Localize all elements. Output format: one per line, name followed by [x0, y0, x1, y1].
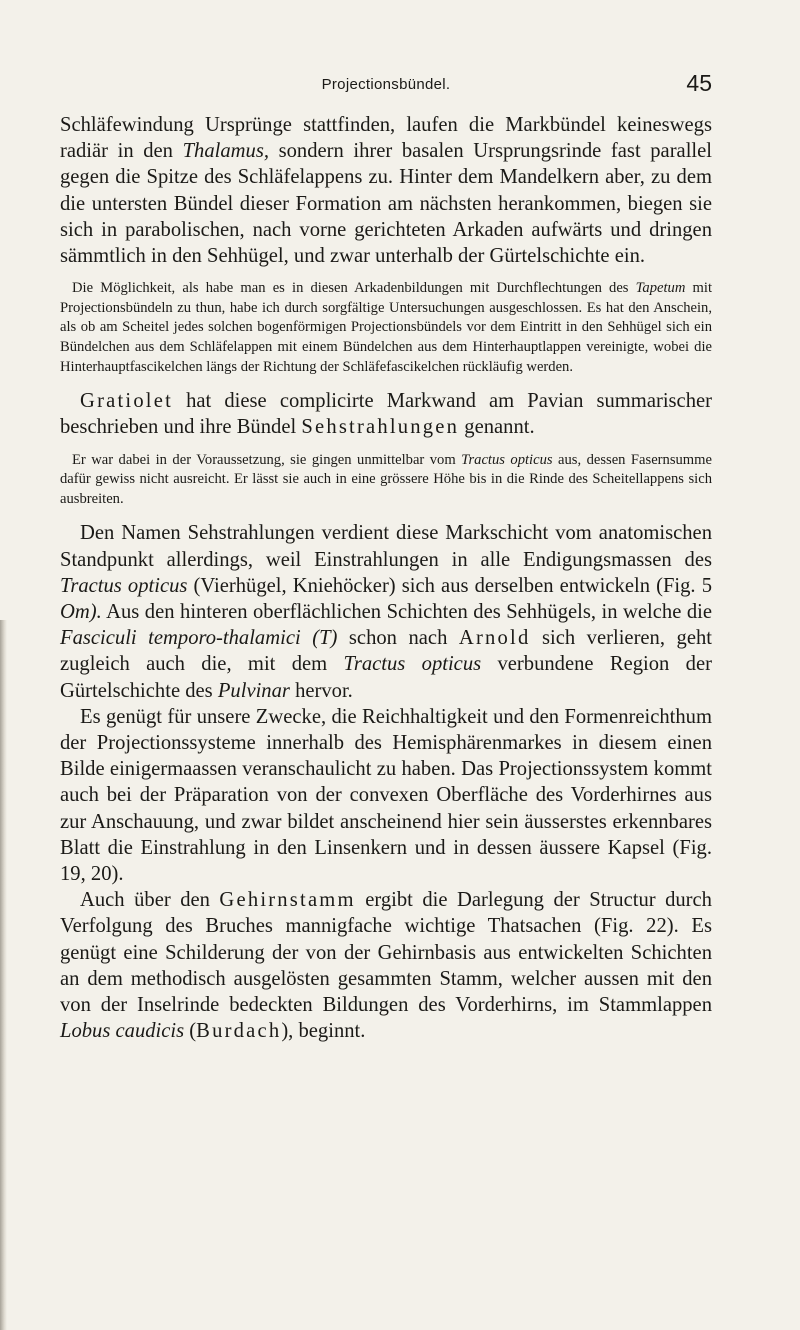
running-head: Projectionsbündel.	[321, 76, 451, 93]
term-lobus-caudicis: Lobus caudicis	[60, 1020, 185, 1043]
figure-label-om: Om).	[60, 600, 102, 623]
paragraph-1-rest: sondern ihrer basalen Ursprungsrinde fast parallel gegen die Spitze des Schläfelappens zu. Hinter dem Mandelkern aber, zu dem die untersten Bündel dieser Formation am nächsten herankommen, biegen sie sich in parabolischen, nach vorne gerichteten Arkaden aufwärts und dringen sämmtlich in den Sehhügel, und zwar unterhalb der Gürtelschichte ein.	[60, 140, 713, 268]
paragraph-3-text-c: Aus den hinteren oberflächlichen Schichten des Sehhügels, in welche die	[101, 600, 712, 623]
note-2-text-a: Er war dabei in der Voraussetzung, sie gingen unmittelbar vom	[72, 451, 462, 468]
term-pulvinar: Pulvinar	[217, 679, 290, 702]
paragraph-3-text-b: (Vierhügel, Kniehöcker) sich aus derselben entwickeln (Fig. 5	[187, 574, 712, 597]
paragraph-4-text: Es genügt für unsere Zwecke, die Reichhaltigkeit und den Formenreichthum der Projectionssysteme innerhalb des Hemisphärenmarkes in diesem einen Bilde einigermaassen veranschaulicht zu haben. Das Projectionssystem kommt auch bei der Präparation von der convexen Oberfläche des Vorderhirnes aus zur Anschauung, und zwar bildet anscheinend hier sein äusserstes erkennbares Blatt die Einstrahlung in den Linsenkern und in dessen äussere Kapsel (Fig. 19, 20).	[60, 705, 712, 886]
paragraph-1-text: Schläfewindung Ursprünge stattfinden, laufen die Markbündel keineswegs radiär in den	[60, 114, 712, 163]
note-1-text-b: mit Projectionsbündeln zu thun, habe ich durch sorgfältige Untersuchungen ausgeschlossen. Es hat den Anschein, als ob am Scheitel jedes solchen bogenförmigen Projectionsbündels vor dem Eintritt in den Sehhügel sich ein Bündelchen aus dem Schläfelappen mit einem Bündelchen aus dem Hinterhauptlappen vereinigte, wobei die Hinterhauptfascikelchen längs der Richtung der Schläfefascikelchen rückläufig werden.	[60, 280, 713, 375]
paragraph-2	[60, 388, 712, 440]
term-tractus-opticus: Tractus opticus	[461, 451, 553, 468]
paragraph-3-text-g: hervor.	[289, 679, 353, 702]
paragraph-3-text-e: sich verlieren, geht zugleich auch die, mit dem	[60, 627, 712, 676]
paragraph-3-text-d: schon nach	[337, 627, 459, 650]
note-2	[60, 451, 712, 510]
body-text	[60, 112, 712, 1044]
term-sehstrahlungen: Sehstrahlungen	[301, 416, 460, 439]
note-1-text-a: Die Möglichkeit, als habe man es in diesen Arkadenbildungen mit Durchflechtungen des	[72, 280, 636, 297]
page-edge-shadow	[0, 620, 7, 1330]
paragraph-3	[60, 520, 712, 703]
paragraph-2-text-a: hat diese complicirte Markwand am Pavian summarischer beschrieben und ihre Bündel	[60, 390, 712, 439]
paragraph-5-text-a: Auch über den	[80, 889, 220, 912]
paragraph-5-text-c: (	[184, 1020, 197, 1043]
term-tapetum: Tapetum	[635, 280, 686, 297]
term-fasciculi: Fasciculi temporo-thalamici (T)	[60, 627, 338, 650]
paragraph-2-text-b: genannt.	[459, 416, 535, 439]
term-tractus-opticus: Tractus opticus	[60, 574, 188, 597]
paragraph-3-text-f: verbundene Region der Gürtelschichte des	[60, 653, 712, 702]
note-1	[60, 279, 712, 377]
paragraph-3-text-a: Den Namen Sehstrahlungen verdient diese Markschicht vom anatomischen Standpunkt allerdings, weil Einstrahlungen in alle Endigungsmassen des	[60, 522, 712, 571]
paragraph-5	[60, 887, 712, 1044]
term-thalamus: Thalamus,	[182, 140, 269, 163]
author-gratiolet: Gratiolet	[80, 390, 173, 413]
paragraph-1	[60, 112, 712, 269]
page-number: 45	[686, 70, 712, 96]
note-2-text-b: aus, dessen Fasernsumme dafür gewiss nicht ausreicht. Er lässt sie auch in eine grössere Höhe bis in die Rinde des Scheitellappens sich ausbreiten.	[60, 451, 712, 507]
paragraph-5-text-b: ergibt die Darlegung der Structur durch Verfolgung des Bruches mannigfache wichtige Thatsachen (Fig. 22). Es genügt eine Schilderung der von der Gehirnbasis aus entwickelten Schichten an dem methodisch ausgelösten gesammten Stamm, welcher aussen mit den von der Inselrinde bedeckten Bildungen des Vorderhirns, im Stammlappen	[60, 889, 712, 1017]
paragraph-5-text-d: ), beginnt.	[281, 1020, 366, 1043]
paragraph-4	[60, 704, 712, 887]
author-burdach: Burdach	[196, 1020, 282, 1043]
page-header	[60, 70, 712, 98]
author-arnold: Arnold	[458, 627, 531, 650]
term-gehirnstamm: Gehirnstamm	[219, 889, 356, 912]
term-tractus-opticus: Tractus opticus	[343, 653, 482, 676]
